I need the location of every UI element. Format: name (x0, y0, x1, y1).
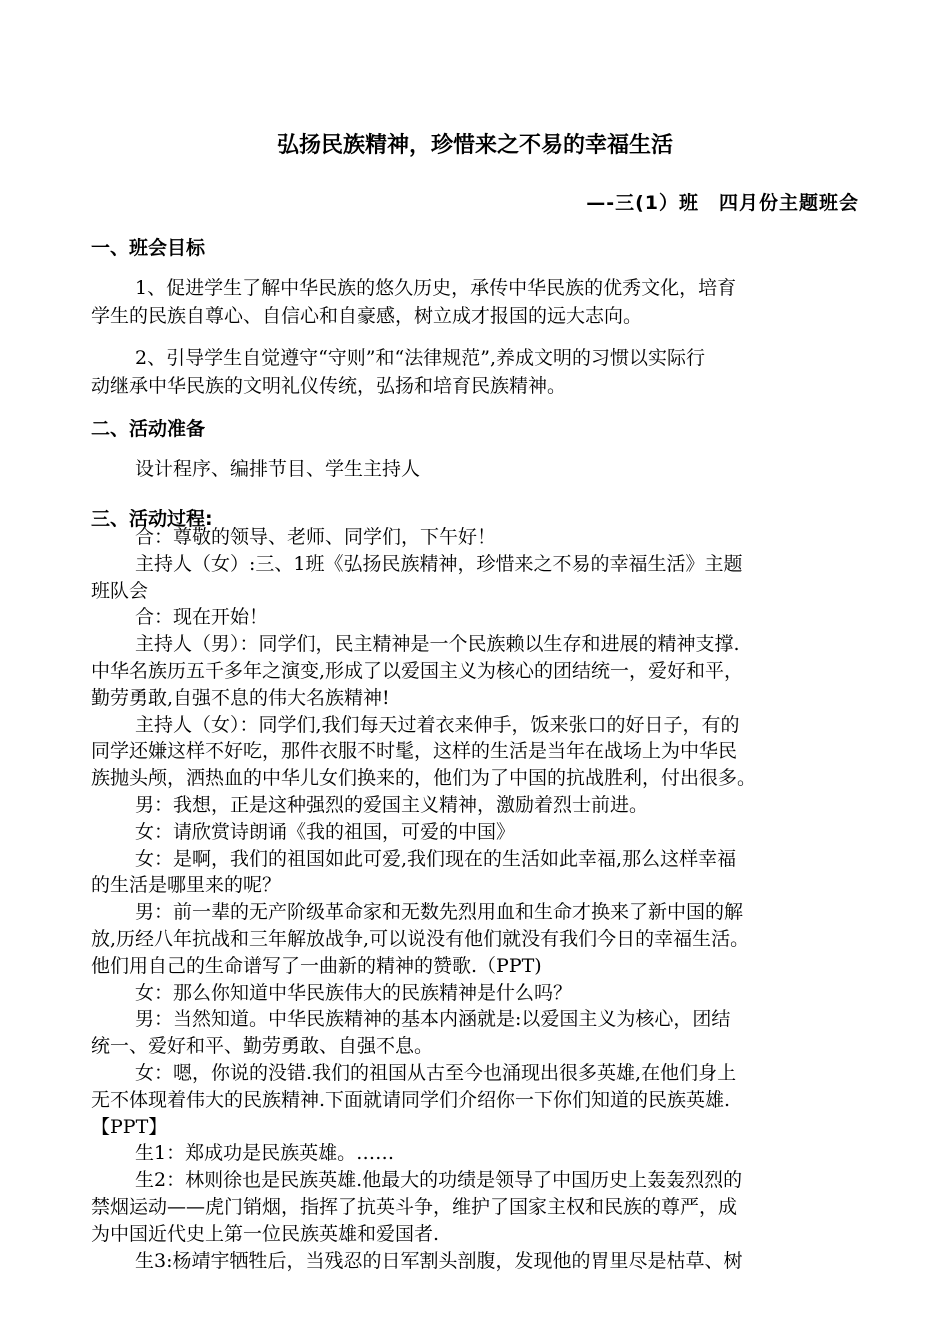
process-line: 【PPT】 (91, 1115, 168, 1138)
process-line: 勤劳勇敢,自强不息的伟大名族精神! (91, 686, 390, 709)
process-line: 生2：林则徐也是民族英雄.他最大的功绩是领导了中国历史上轰轰烈烈的 (135, 1169, 743, 1192)
process-line: 中华名族历五千多年之演变,形成了以爱国主义为核心的团结统一，爱好和平， (91, 659, 744, 682)
process-line: 生3:杨靖宇牺牲后，当残忍的日军割头剖腹，发现他的胃里尽是枯草、树 (135, 1249, 743, 1272)
process-line: 合：现在开始！ (135, 606, 269, 629)
process-line: 女：嗯，你说的没错.我们的祖国从古至今也涌现出很多英雄,在他们身上 (135, 1061, 737, 1084)
process-line: 主持人（男）：同学们，民主精神是一个民族赖以生存和进展的精神支撑. (135, 633, 740, 656)
section-heading-goals: 一、班会目标 (91, 237, 206, 259)
process-line: 无不体现着伟大的民族精神.下面就请同学们介绍你一下你们知道的民族英雄. (91, 1088, 731, 1111)
goal2-line2: 动继承中华民族的文明礼仪传统，弘扬和培育民族精神。 (91, 375, 567, 397)
goal2-line1: 2、引导学生自觉遵守“守则”和“法律规范”,养成文明的习惯以实际行 (135, 347, 705, 369)
process-line: 班队会 (91, 579, 149, 602)
process-line: 他们用自己的生命谱写了一曲新的精神的赞歌.（PPT) (91, 954, 542, 977)
goal-paragraph-2 (91, 344, 861, 400)
process-line: 合：尊敬的领导、老师、同学们，下午好！ (135, 526, 497, 548)
document-title: 弘扬民族精神，珍惜来之不易的幸福生活 (276, 133, 673, 158)
goal1-line1: 1、促进学生了解中华民族的悠久历史，承传中华民族的优秀文化，培育 (135, 277, 737, 299)
prep-text: 设计程序、编排节目、学生主持人 (135, 458, 421, 480)
process-line: 女：是啊，我们的祖国如此可爱,我们现在的生活如此幸福,那么这样幸福 (135, 847, 737, 870)
goal-paragraph-1 (91, 274, 861, 330)
process-line: 女：那么你知道中华民族伟大的民族精神是什么吗？ (135, 981, 573, 1004)
process-line: 族抛头颅，洒热血的中华儿女们换来的，他们为了中国的抗战胜利，付出很多。 (91, 767, 757, 790)
process-line: 为中国近代史上第一位民族英雄和爱国者. (91, 1222, 440, 1245)
process-line: 的生活是哪里来的呢？ (91, 874, 282, 897)
document-subtitle: —-三(1）班 四月份主题班会 (586, 192, 859, 214)
process-line: 男：我想，正是这种强烈的爱国主义精神，激励着烈士前进。 (135, 793, 649, 816)
process-line: 放,历经八年抗战和三年解放战争,可以说没有他们就没有我们今日的幸福生活。 (91, 927, 750, 950)
process-line: 男：当然知道。中华民族精神的基本内涵就是:以爱国主义为核心，团结 (135, 1008, 731, 1031)
process-line: 生1：郑成功是民族英雄。…… (135, 1142, 395, 1165)
process-line: 主持人（女）:三、1班《弘扬民族精神，珍惜来之不易的幸福生活》主题 (135, 552, 743, 575)
prep-paragraph (91, 455, 861, 483)
process-line: 统一、爱好和平、勤劳勇敢、自强不息。 (91, 1035, 434, 1058)
process-line: 女：请欣赏诗朗诵《我的祖国，可爱的中国》 (135, 820, 516, 843)
process-line: 同学还嫌这样不好吃，那件衣服不时髦，这样的生活是当年在战场上为中华民 (91, 740, 738, 763)
process-line: 男：前一辈的无产阶级革命家和无数先烈用血和生命才换来了新中国的解 (135, 901, 744, 924)
process-line: 主持人（女）：同学们,我们每天过着衣来伸手，饭来张口的好日子，有的 (135, 713, 740, 736)
goal1-line2: 学生的民族自尊心、自信心和自豪感，树立成才报国的远大志向。 (91, 305, 643, 327)
process-line: 禁烟运动——虎门销烟，指挥了抗英斗争，维护了国家主权和民族的尊严，成 (91, 1195, 738, 1218)
section-heading-process: 三、活动过程: (91, 508, 213, 530)
section-heading-prep: 二、活动准备 (91, 418, 206, 440)
process-body (91, 524, 871, 1274)
